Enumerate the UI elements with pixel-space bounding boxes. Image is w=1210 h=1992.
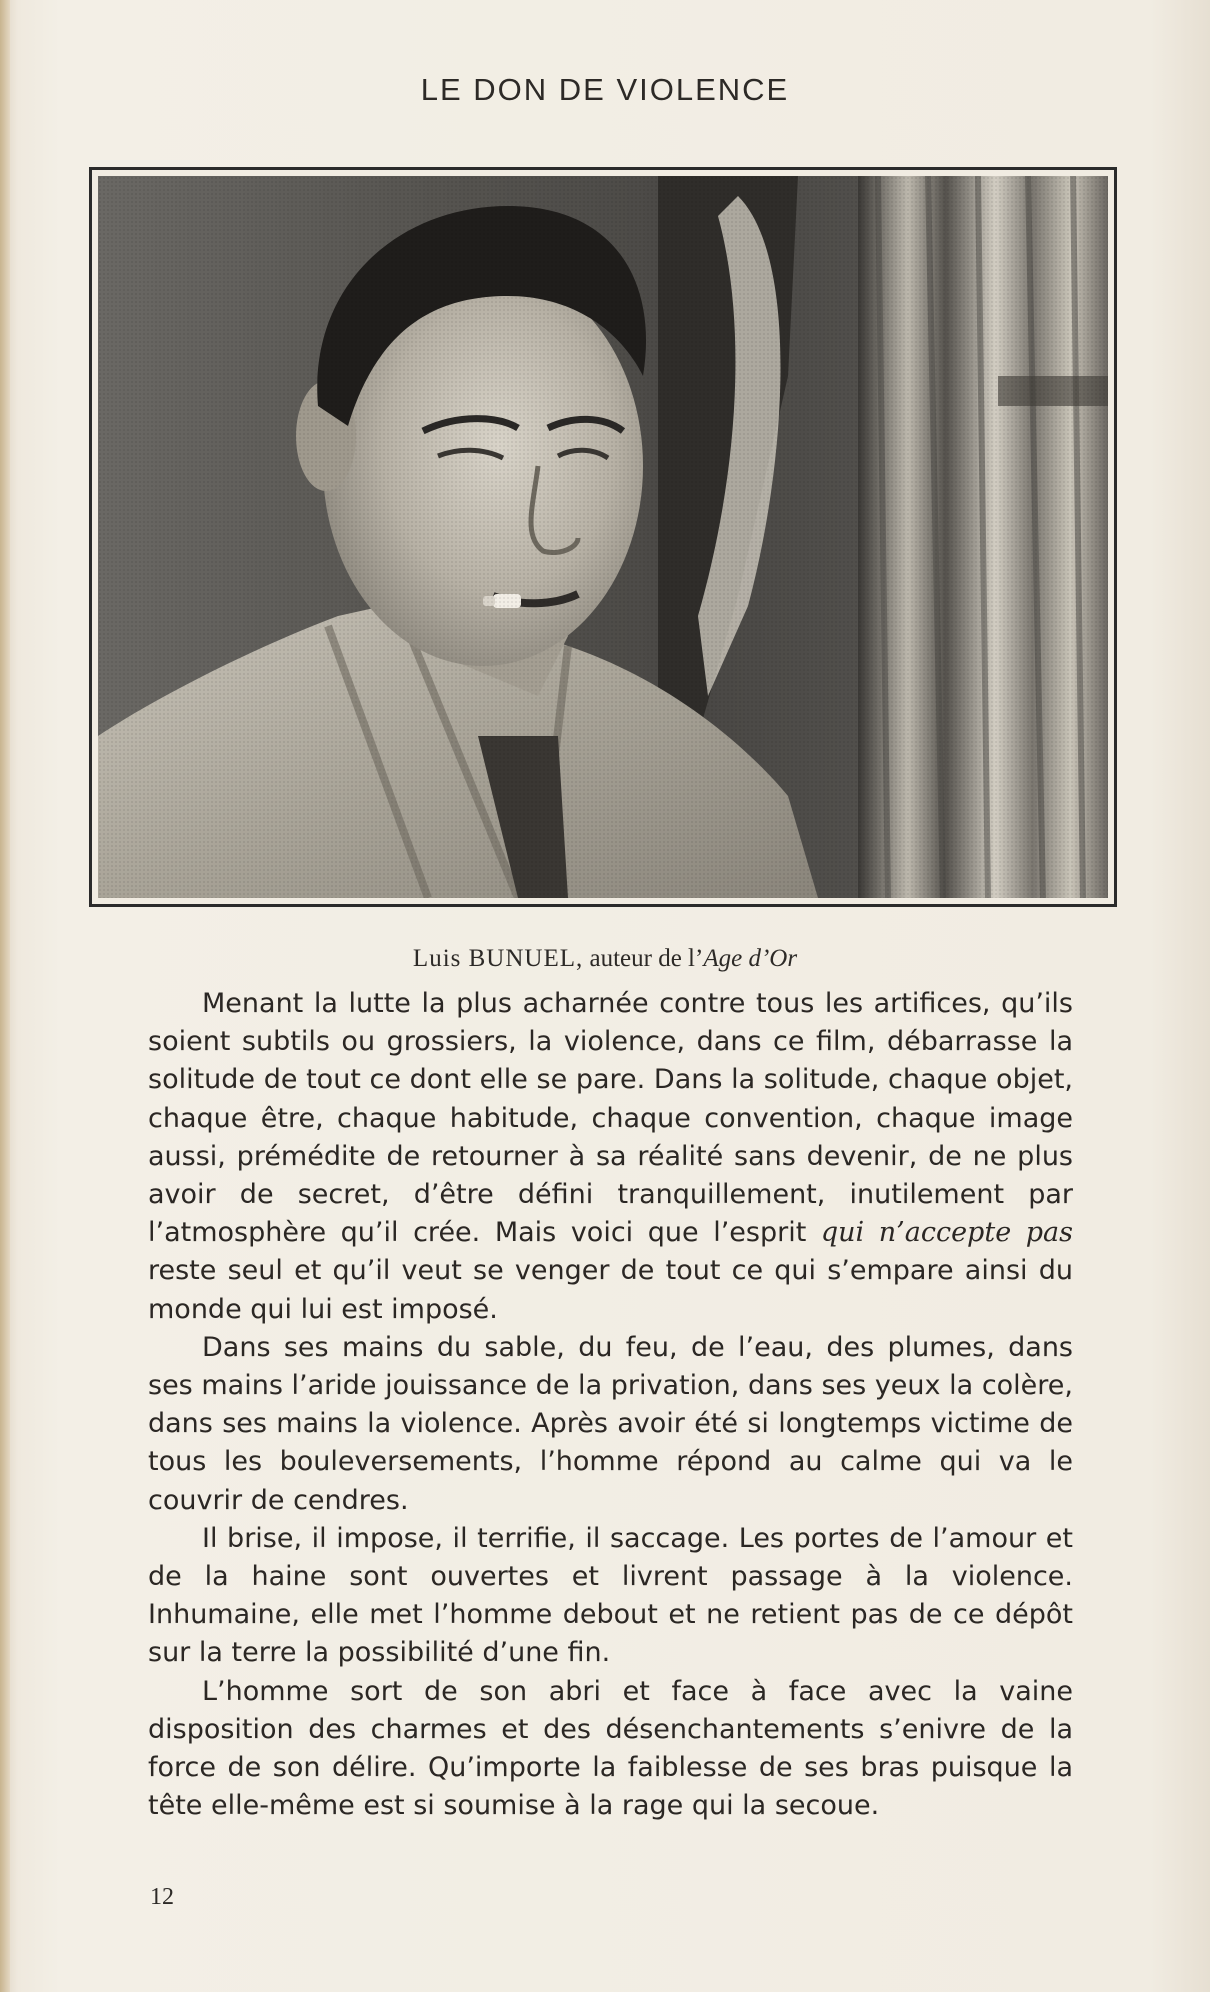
portrait-photo-illustration	[98, 176, 1108, 898]
caption-film-title: Age d’Or	[703, 945, 798, 972]
portrait-photo	[98, 176, 1108, 898]
page-number: 12	[150, 1884, 174, 1910]
page-edge	[0, 0, 10, 1992]
caption-name: Luis BUNUEL,	[412, 945, 584, 972]
paragraph-3: Il brise, il impose, il terrifie, il saccage. Les portes de l’amour et de la haine sont ouvertes et livrent passage à la violence. Inhumaine, elle met l’homme debout et ne retient pas de ce dépôt sur la terre la possibilité d’une fin.	[148, 1522, 1073, 1669]
body-text	[148, 985, 1073, 1825]
photo-caption	[0, 945, 1210, 973]
caption-author-text: auteur de l’	[589, 945, 704, 972]
paragraph-1-text: Menant la lutte la plus acharnée contre tous les artifices, qu’ils soient subtils ou grossiers, la violence, dans ce film, débarrasse la solitude de tout ce dont elle se pare. Dans la solitude, chaque objet, chaque être, chaque habitude, chaque convention, chaque image aussi, prémédite de retourner à sa réalité sans devenir, de ne plus avoir de secret, d’être défini tranquillement, inutilement par l’atmosphère qu’il crée. Mais voici que l’esprit	[148, 988, 1073, 1249]
portrait-photo-frame	[89, 167, 1117, 907]
paragraph-4: L’homme sort de son abri et face à face avec la vaine disposition des charmes et des désenchantements s’enivre de la force de son délire. Qu’importe la faiblesse de ses bras puisque la tête elle-même est si soumise à la rage qui la secoue.	[148, 1675, 1073, 1822]
paragraph-1-italic: qui n’accepte pas	[820, 1217, 1073, 1249]
paragraph-2: Dans ses mains du sable, du feu, de l’eau, des plumes, dans ses mains l’aride jouissance de la privation, dans ses yeux la colère, dans ses mains la violence. Après avoir été si longtemps victime de tous les bouleversements, l’homme répond au calme qui va le couvrir de cendres.	[148, 1331, 1073, 1516]
running-title: LE DON DE VIOLENCE	[420, 72, 790, 107]
paragraph-1-text-end: reste seul et qu’il veut se venger de tout ce qui s’empare ainsi du monde qui lui est imposé.	[148, 1255, 1073, 1325]
paragraph-1	[148, 985, 1073, 1329]
